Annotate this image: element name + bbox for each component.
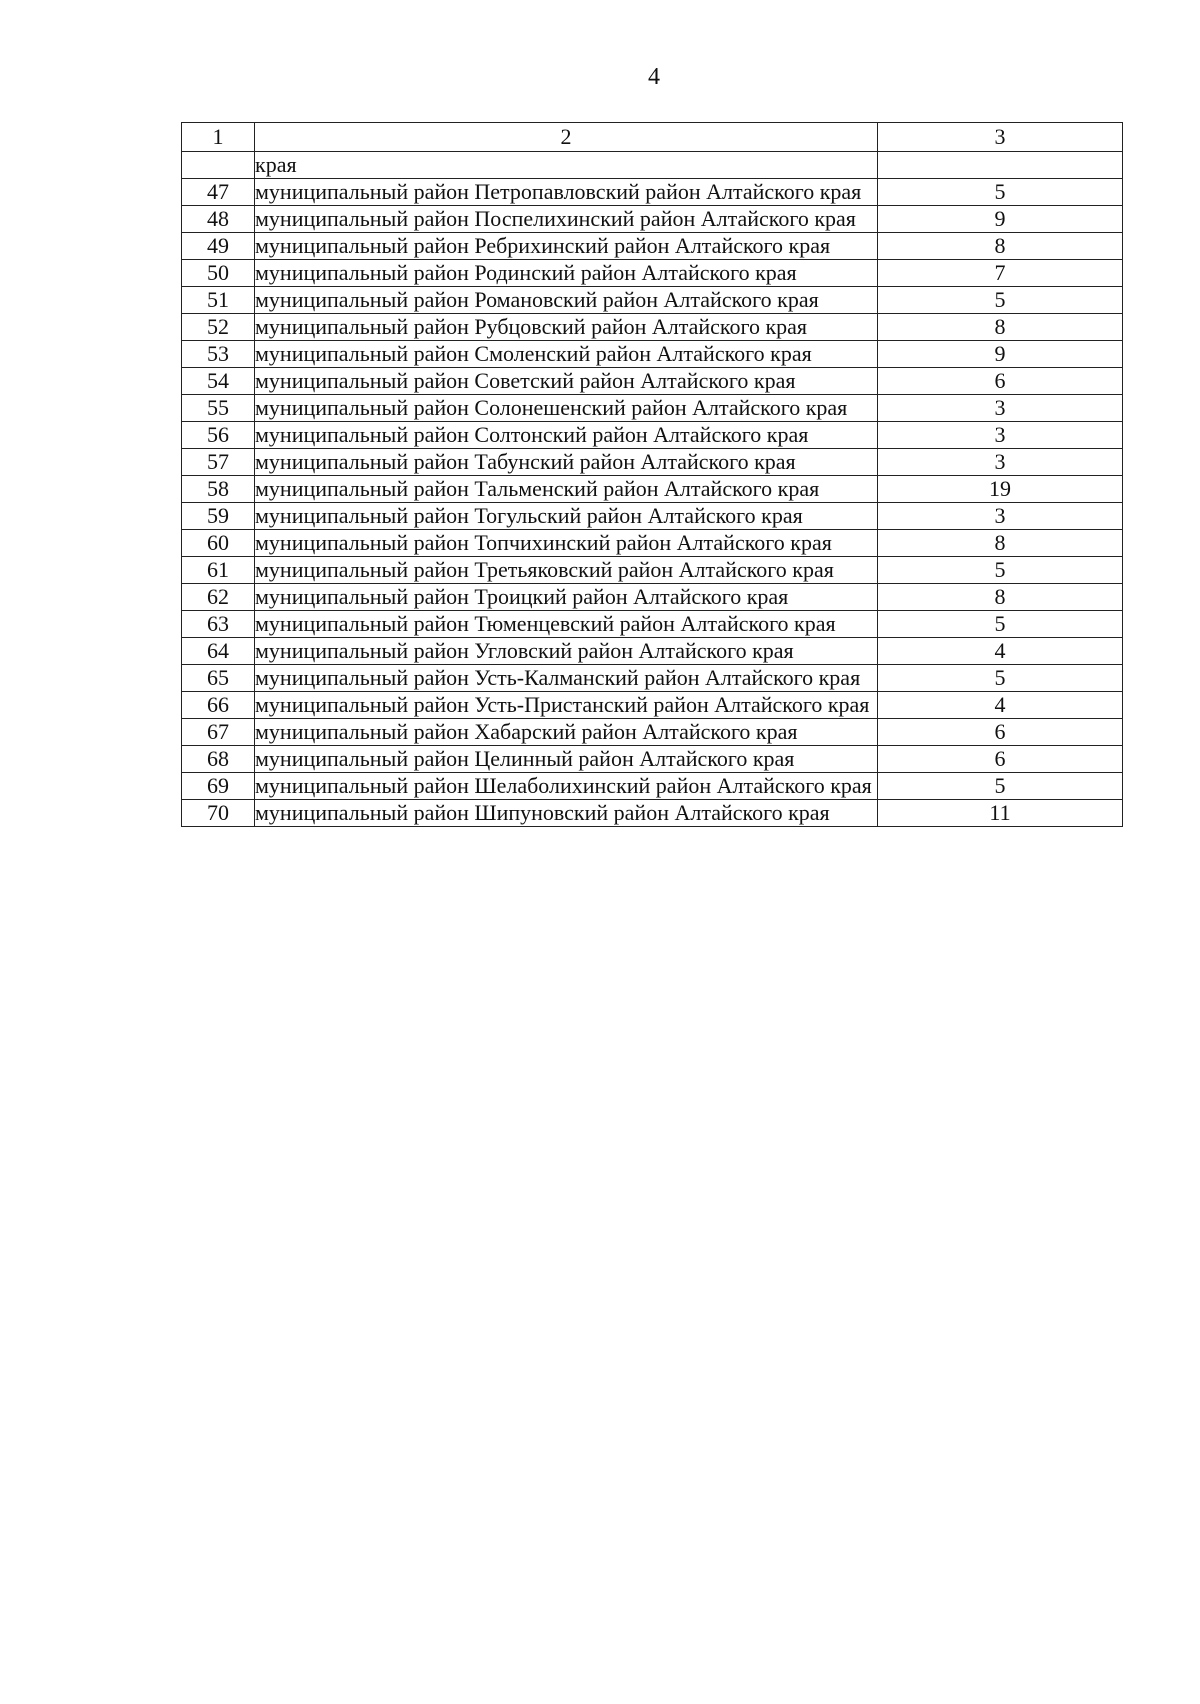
row-name: муниципальный район Тюменцевский район Алтайского края: [255, 611, 878, 638]
row-value: 3: [878, 395, 1123, 422]
row-value: 6: [878, 746, 1123, 773]
row-value: [878, 152, 1123, 179]
table-body: [182, 123, 1123, 827]
table-row: [182, 341, 1123, 368]
row-name: муниципальный район Шипуновский район Алтайского края: [255, 800, 878, 827]
row-name: муниципальный район Тальменский район Алтайского края: [255, 476, 878, 503]
row-number: 57: [182, 449, 255, 476]
table-row: [182, 368, 1123, 395]
table-row: [182, 800, 1123, 827]
row-name: муниципальный район Целинный район Алтайского края: [255, 746, 878, 773]
row-name: муниципальный район Романовский район Алтайского края: [255, 287, 878, 314]
row-value: 5: [878, 557, 1123, 584]
row-value: 6: [878, 719, 1123, 746]
row-number: 50: [182, 260, 255, 287]
row-number: 58: [182, 476, 255, 503]
row-name: муниципальный район Топчихинский район Алтайского края: [255, 530, 878, 557]
row-value: 6: [878, 368, 1123, 395]
table-row: [182, 206, 1123, 233]
table-row: [182, 422, 1123, 449]
row-name: муниципальный район Троицкий район Алтайского края: [255, 584, 878, 611]
table-row: [182, 503, 1123, 530]
row-name: муниципальный район Смоленский район Алтайского края: [255, 341, 878, 368]
row-name: муниципальный район Советский район Алтайского края: [255, 368, 878, 395]
page-number: 4: [648, 64, 660, 90]
row-number: 55: [182, 395, 255, 422]
row-value: 5: [878, 179, 1123, 206]
row-name: муниципальный район Хабарский район Алтайского края: [255, 719, 878, 746]
row-value: 5: [878, 287, 1123, 314]
row-number: 70: [182, 800, 255, 827]
table-row: [182, 719, 1123, 746]
row-value: 8: [878, 530, 1123, 557]
table-row: [182, 665, 1123, 692]
continuation-row: [182, 152, 1123, 179]
row-name: муниципальный район Поспелихинский район Алтайского края: [255, 206, 878, 233]
row-number: 68: [182, 746, 255, 773]
row-value: 8: [878, 233, 1123, 260]
table-row: [182, 314, 1123, 341]
row-value: 4: [878, 638, 1123, 665]
row-number: 67: [182, 719, 255, 746]
row-number: 59: [182, 503, 255, 530]
table-row: [182, 233, 1123, 260]
row-number: 52: [182, 314, 255, 341]
table-row: [182, 746, 1123, 773]
row-name: муниципальный район Табунский район Алтайского края: [255, 449, 878, 476]
row-value: 8: [878, 314, 1123, 341]
row-value: 3: [878, 422, 1123, 449]
table-row: [182, 260, 1123, 287]
table-row: [182, 179, 1123, 206]
row-number: 65: [182, 665, 255, 692]
row-number: 61: [182, 557, 255, 584]
row-number: 63: [182, 611, 255, 638]
districts-table: [181, 122, 1123, 827]
row-value: 3: [878, 449, 1123, 476]
column-header-3: 3: [878, 123, 1123, 152]
row-number: [182, 152, 255, 179]
table-row: [182, 395, 1123, 422]
row-number: 51: [182, 287, 255, 314]
row-number: 47: [182, 179, 255, 206]
row-name: муниципальный район Угловский район Алтайского края: [255, 638, 878, 665]
row-name: муниципальный район Тогульский район Алтайского края: [255, 503, 878, 530]
row-number: 66: [182, 692, 255, 719]
row-number: 62: [182, 584, 255, 611]
row-number: 56: [182, 422, 255, 449]
row-name: муниципальный район Солтонский район Алтайского края: [255, 422, 878, 449]
table-row: [182, 476, 1123, 503]
row-number: 64: [182, 638, 255, 665]
row-name: муниципальный район Родинский район Алтайского края: [255, 260, 878, 287]
table-header-row: [182, 123, 1123, 152]
row-name: муниципальный район Шелаболихинский район Алтайского края: [255, 773, 878, 800]
row-value: 5: [878, 611, 1123, 638]
row-name: муниципальный район Солонешенский район Алтайского края: [255, 395, 878, 422]
table-row: [182, 692, 1123, 719]
row-number: 53: [182, 341, 255, 368]
row-name: муниципальный район Рубцовский район Алтайского края: [255, 314, 878, 341]
table-row: [182, 611, 1123, 638]
column-header-2: 2: [255, 123, 878, 152]
table-row: [182, 638, 1123, 665]
table-row: [182, 287, 1123, 314]
row-name: муниципальный район Третьяковский район Алтайского края: [255, 557, 878, 584]
row-value: 9: [878, 341, 1123, 368]
row-value: 19: [878, 476, 1123, 503]
table-row: [182, 584, 1123, 611]
row-value: 3: [878, 503, 1123, 530]
row-value: 9: [878, 206, 1123, 233]
row-value: 4: [878, 692, 1123, 719]
column-header-1: 1: [182, 123, 255, 152]
row-value: 5: [878, 773, 1123, 800]
table-row: [182, 557, 1123, 584]
row-number: 48: [182, 206, 255, 233]
row-name: края: [255, 152, 878, 179]
table-row: [182, 773, 1123, 800]
table-row: [182, 530, 1123, 557]
row-number: 54: [182, 368, 255, 395]
row-number: 69: [182, 773, 255, 800]
row-value: 5: [878, 665, 1123, 692]
row-number: 49: [182, 233, 255, 260]
row-value: 7: [878, 260, 1123, 287]
row-number: 60: [182, 530, 255, 557]
row-name: муниципальный район Усть-Пристанский район Алтайского края: [255, 692, 878, 719]
row-value: 11: [878, 800, 1123, 827]
row-value: 8: [878, 584, 1123, 611]
row-name: муниципальный район Усть-Калманский район Алтайского края: [255, 665, 878, 692]
row-name: муниципальный район Ребрихинский район Алтайского края: [255, 233, 878, 260]
table-row: [182, 449, 1123, 476]
row-name: муниципальный район Петропавловский район Алтайского края: [255, 179, 878, 206]
